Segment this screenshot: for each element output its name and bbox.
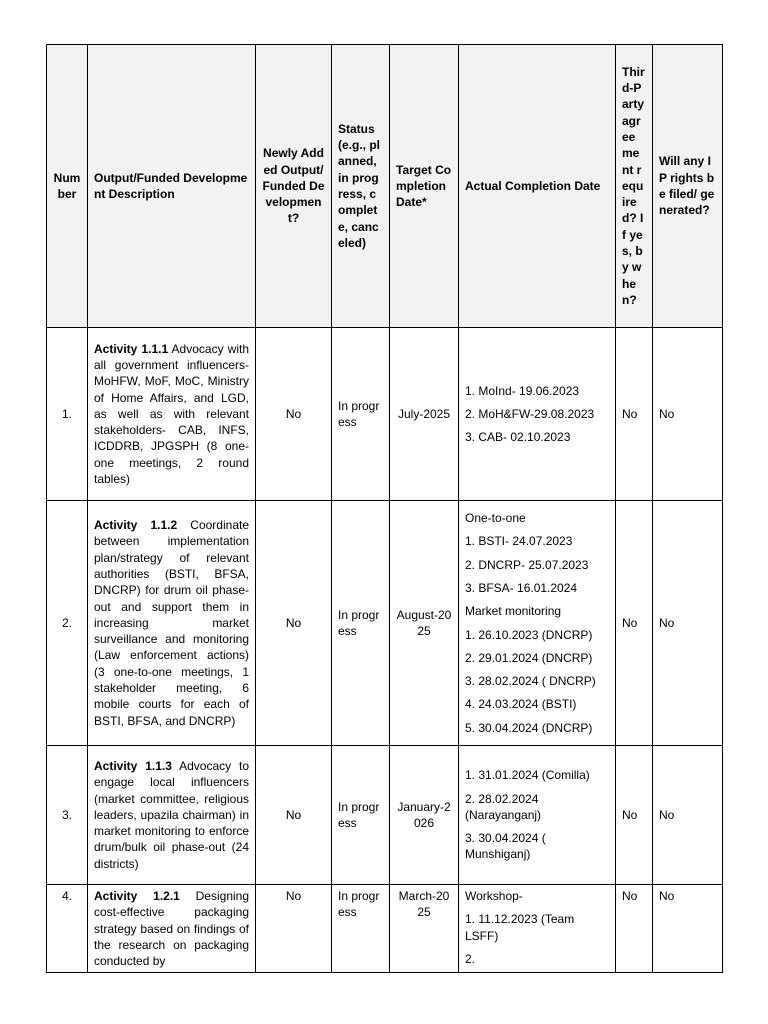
newly-added-cell: No — [256, 746, 332, 885]
actual-date-line: 1. MoInd- 19.06.2023 — [465, 383, 580, 398]
table-row — [47, 328, 723, 501]
row-number: 2. — [47, 501, 88, 746]
activity-text: Designing cost-effective packaging strategy based on findings of the research on packaging conducted by — [94, 889, 250, 969]
status-cell: In progress — [332, 746, 390, 885]
third-party-cell: No — [616, 885, 653, 973]
activity-label: Activity 1.1.2 — [94, 518, 178, 533]
ip-rights-cell: No — [653, 746, 723, 885]
activity-description — [88, 501, 256, 746]
actual-date-line: 3. CAB- 02.10.2023 — [465, 430, 571, 445]
actual-date-line: 2. 29.01.2024 (DNCRP) — [465, 650, 593, 665]
activity-text: Advocacy to engage local influencers (market committee, religious leaders, upazila chairman) in market monitoring to enforce drum/bulk oil phase-out (24 districts) — [94, 758, 249, 871]
actual-date-line: 1. BSTI- 24.07.2023 — [465, 534, 573, 549]
target-date-cell: January-2026 — [390, 746, 459, 885]
actual-date-line: 2. — [465, 951, 476, 966]
actual-date-line: 5. 30.04.2024 (DNCRP) — [465, 720, 593, 735]
activity-description — [88, 746, 256, 885]
row-number: 3. — [47, 746, 88, 885]
header-row — [47, 45, 723, 328]
actual-date-line: 3. 30.04.2024 ( Munshiganj) — [465, 831, 546, 862]
ip-rights-cell: No — [653, 328, 723, 501]
results-table — [46, 44, 723, 973]
table-row — [47, 501, 723, 746]
actual-date-line: 1. 26.10.2023 (DNCRP) — [465, 627, 593, 642]
target-date-cell: August-2025 — [390, 501, 459, 746]
newly-added-cell: No — [256, 885, 332, 973]
ip-rights-cell: No — [653, 885, 723, 973]
actual-date-line: 4. 24.03.2024 (BSTI) — [465, 697, 577, 712]
header-third-party: Third-Party agreement required? If yes, by when? — [616, 45, 653, 328]
actual-date-line: 3. BFSA- 16.01.2024 — [465, 580, 578, 595]
actual-date-cell — [459, 328, 616, 501]
activity-description — [88, 328, 256, 501]
actual-date-line: 1. 31.01.2024 (Comilla) — [465, 768, 590, 783]
table-row — [47, 746, 723, 885]
actual-date-line: 1. 11.12.2023 (Team LSFF) — [465, 912, 575, 943]
actual-date-cell — [459, 885, 616, 973]
newly-added-cell: No — [256, 501, 332, 746]
activity-label: Activity 1.1.1 — [94, 341, 169, 356]
header-status: Status (e.g., planned, in progress, complete, canceled) — [332, 45, 390, 328]
header-target: Target Completion Date* — [390, 45, 459, 328]
activity-description — [88, 885, 256, 973]
activity-text: Coordinate between implementation plan/strategy of relevant authorities (BSTI, BFSA, DNCRP) for drum oil phase-out and support them in increasing market surveillance and monitoring (Law enforcement actions) (3 one-to-one meetings, 1 stakeholder meeting, 6 mobile courts for each of BSTI, BFSA, and DNCRP) — [94, 518, 249, 728]
target-date-cell: March-2025 — [390, 885, 459, 973]
actual-date-line: One-to-one — [465, 511, 526, 526]
activity-text: Advocacy with all government influencers- MoHFW, MoF, MoC, Ministry of Home Affairs, and LGD, as well as with relevant stakeholders- CAB, INFS, ICDDRB, JPGSPH (8 one-one meetings, 2 round tables) — [94, 341, 249, 487]
row-number: 1. — [47, 328, 88, 501]
header-number: Number — [47, 45, 88, 328]
actual-date-line: Market monitoring — [465, 604, 562, 619]
actual-date-cell — [459, 746, 616, 885]
third-party-cell: No — [616, 746, 653, 885]
target-date-cell: July-2025 — [390, 328, 459, 501]
third-party-cell: No — [616, 501, 653, 746]
header-ip-rights: Will any IP rights be filed/ generated? — [653, 45, 723, 328]
status-cell: In progress — [332, 501, 390, 746]
actual-date-line: 3. 28.02.2024 ( DNCRP) — [465, 674, 596, 689]
actual-date-line: Workshop- — [465, 889, 523, 903]
actual-date-line: 2. MoH&FW-29.08.2023 — [465, 406, 595, 421]
actual-date-line: 2. DNCRP- 25.07.2023 — [465, 557, 589, 572]
ip-rights-cell: No — [653, 501, 723, 746]
header-output: Output/Funded Development Description — [88, 45, 256, 328]
table-row — [47, 885, 723, 973]
status-cell: In progress — [332, 885, 390, 973]
newly-added-cell: No — [256, 328, 332, 501]
row-number: 4. — [47, 885, 88, 973]
activity-label: Activity 1.1.3 — [94, 758, 172, 773]
third-party-cell: No — [616, 328, 653, 501]
header-actual: Actual Completion Date — [459, 45, 616, 328]
activity-label: Activity 1.2.1 — [94, 889, 180, 903]
actual-date-line: 2. 28.02.2024 (Narayanganj) — [465, 791, 542, 822]
actual-date-cell — [459, 501, 616, 746]
header-newly-added: Newly Added Output/Funded Development? — [256, 45, 332, 328]
status-cell: In progress — [332, 328, 390, 501]
